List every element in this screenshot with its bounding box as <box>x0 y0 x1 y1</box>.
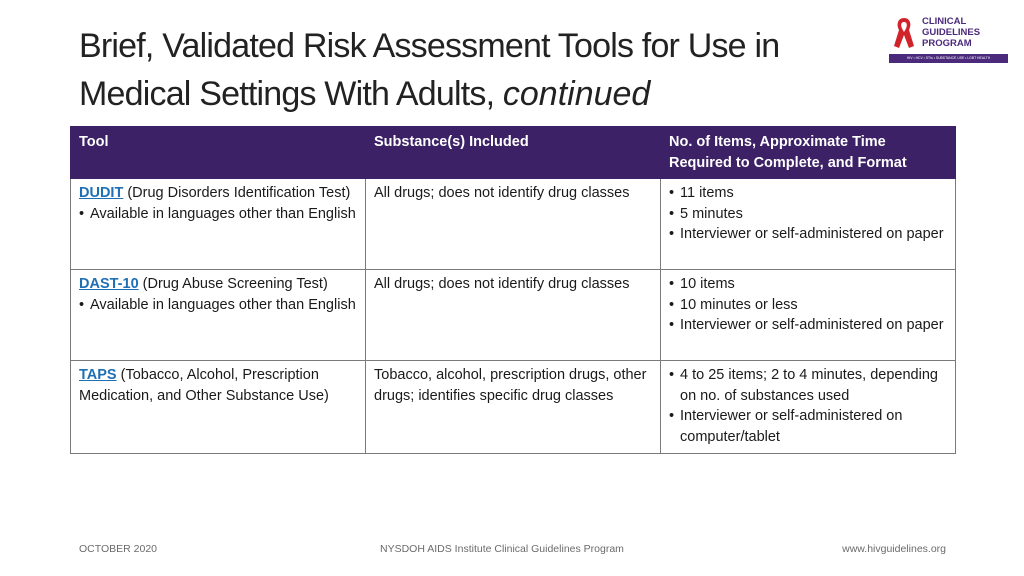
dast-10-link[interactable]: DAST-10 <box>79 276 139 292</box>
clinical-guidelines-program-logo <box>889 16 1009 64</box>
footer-date: OCTOBER 2020 <box>79 543 158 555</box>
slide-title-continued: continued <box>502 75 651 113</box>
tool-description: (Tobacco, Alcohol, Prescription Medication, and Other Substance Use) <box>79 367 329 404</box>
details-cell <box>661 179 956 270</box>
details-bullet-list <box>669 365 947 447</box>
list-item: • Available in languages other than English <box>79 295 357 316</box>
list-item: • 10 minutes or less <box>669 295 947 316</box>
substances-cell: All drugs; does not identify drug classes <box>366 270 661 361</box>
footer-website: www.hivguidelines.org <box>842 543 946 555</box>
dudit-link[interactable]: DUDIT <box>79 185 124 201</box>
list-item: • Interviewer or self-administered on computer/tablet <box>669 406 947 447</box>
list-item: • Interviewer or self-administered on paper <box>669 315 947 336</box>
details-cell <box>661 270 956 361</box>
tool-bullet-list <box>79 295 357 316</box>
column-header-substances: Substance(s) Included <box>366 127 661 179</box>
list-item: • 10 items <box>669 274 947 295</box>
column-header-items-time-format: No. of Items, Approximate Time Required to Complete, and Format <box>661 127 956 179</box>
logo-line-3: PROGRAM <box>922 38 972 49</box>
logo-line-1: CLINICAL <box>922 16 967 27</box>
details-bullet-list <box>669 274 947 336</box>
awareness-ribbon-icon <box>891 16 917 50</box>
logo-tagline: HIV • HCV • STIs • SUBSTANCE USE • LGBT HEALTH <box>889 54 1008 63</box>
tool-cell <box>71 270 366 361</box>
risk-assessment-tools-table <box>70 126 956 454</box>
details-cell <box>661 361 956 454</box>
table-row <box>71 179 956 270</box>
footer-organization: NYSDOH AIDS Institute Clinical Guidelines Program <box>380 543 624 555</box>
slide-title-main: Brief, Validated Risk Assessment Tools for Use in Medical Settings With Adults <box>79 27 780 113</box>
list-item: • Interviewer or self-administered on paper <box>669 224 947 245</box>
substances-cell: All drugs; does not identify drug classes <box>366 179 661 270</box>
tool-cell <box>71 179 366 270</box>
tool-description: (Drug Disorders Identification Test) <box>123 185 351 201</box>
table-row <box>71 270 956 361</box>
table-header-row <box>71 127 956 179</box>
tool-bullet-list <box>79 204 357 225</box>
list-item: • 4 to 25 items; 2 to 4 minutes, depending on no. of substances used <box>669 365 947 406</box>
list-item: • 11 items <box>669 183 947 204</box>
table-row <box>71 361 956 454</box>
logo-line-2: GUIDELINES <box>922 27 981 38</box>
column-header-tool: Tool <box>71 127 366 179</box>
slide-title <box>79 22 879 118</box>
tool-description: (Drug Abuse Screening Test) <box>138 276 328 292</box>
details-bullet-list <box>669 183 947 245</box>
list-item: • 5 minutes <box>669 204 947 225</box>
slide-title-separator: , <box>485 75 503 113</box>
tool-cell <box>71 361 366 454</box>
substances-cell: Tobacco, alcohol, prescription drugs, other drugs; identifies specific drug classes <box>366 361 661 454</box>
list-item: • Available in languages other than English <box>79 204 357 225</box>
taps-link[interactable]: TAPS <box>79 367 117 383</box>
logo-wordmark <box>922 16 1008 49</box>
